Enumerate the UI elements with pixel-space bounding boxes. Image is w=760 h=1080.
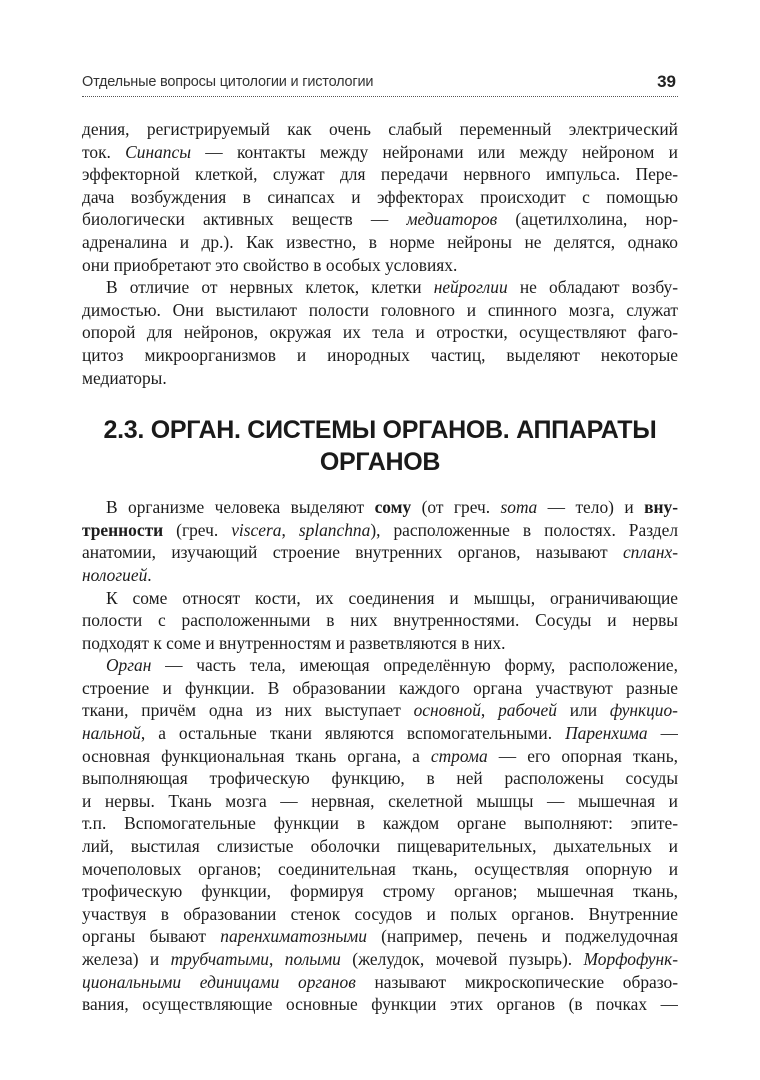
text-line: биологически активных веществ — медиаторов (ацетилхолина, нор-	[82, 209, 678, 230]
paragraph-soma	[82, 496, 678, 586]
text-line: Орган — часть тела, имеющая определённую форму, расположение,	[106, 655, 678, 676]
text-line: дача возбуждения в синапсах и эффекторах происходит с помощью	[82, 186, 678, 207]
term-mediators: медиаторов	[406, 209, 498, 230]
section-heading-line: 2.3. ОРГАН. СИСТЕМЫ ОРГАНОВ. АППАРАТЫ	[103, 416, 657, 445]
text-line: железа) и трубчатыми, полыми (желудок, мочевой пузырь). Морфофунк-	[82, 949, 678, 969]
text-line: мочеполовых органов; соединительная ткань, осуществляя опорную и	[82, 858, 678, 879]
text-line: К соме относят кости, их соединения и мышцы, ограничивающие	[106, 587, 678, 608]
page-body	[82, 118, 678, 1016]
term-synapses: Синапсы	[125, 141, 191, 162]
text-line: В организме человека выделяют сому (от греч. soma — тело) и вну-	[106, 497, 678, 518]
text-line: нальной, а остальные ткани являются вспомогательными. Паренхима —	[82, 723, 678, 744]
term-neuroglia: нейроглии	[433, 277, 508, 298]
text-line: нологией.	[82, 564, 152, 585]
text-line: В отличие от нервных клеток, клетки нейроглии не обладают возбу-	[106, 277, 678, 298]
text-line: т.п. Вспомогательные функции в каждом органе выполняют: эпите-	[82, 813, 678, 834]
running-title: Отдельные вопросы цитологии и гистологии	[82, 74, 374, 90]
text-line: адреналина и др.). Как известно, в норме нейроны не делятся, однако	[82, 231, 678, 252]
paragraph-organ	[82, 654, 678, 1016]
paragraph-synapses	[82, 118, 678, 276]
text-line: органы бывают паренхиматозными (например, печень и поджелудочная	[82, 926, 678, 947]
text-line: выполняющая трофическую функцию, в ней расположены сосуды	[82, 768, 678, 789]
section-heading-line: ОРГАНОВ	[319, 448, 441, 477]
text-line: участвуя в образовании стенок сосудов и полых органов. Внутренние	[82, 903, 678, 924]
text-line: и нервы. Ткань мозга — нервная, скелетной мышцы — мышечная и	[82, 790, 678, 811]
paragraph-bones	[82, 587, 678, 655]
text-line: медиаторы.	[82, 367, 167, 388]
term-organ: Орган	[106, 655, 152, 676]
term-viscera: тренности	[82, 519, 164, 540]
text-line: они приобретают это свойство в особых условиях.	[82, 254, 458, 275]
text-line: трофическую функции, формируя строму органов; мышечная ткань,	[82, 881, 678, 902]
text-line: эффекторной клеткой, служат для передачи нервного импульса. Пере-	[82, 164, 678, 185]
page-number: 39	[657, 72, 676, 91]
text-line: полости с расположенными в них внутренностями. Сосуды и нервы	[82, 610, 678, 631]
text-line: анатомии, изучающий строение внутренних органов, называют спланх-	[82, 542, 678, 563]
term-parenchyma: Паренхима	[565, 723, 648, 744]
text-line: ток. Синапсы — контакты между нейронами или между нейроном и	[82, 141, 678, 162]
text-line: лий, выстилая слизистые оболочки пищеварительных, дыхательных и	[82, 836, 678, 857]
running-header	[82, 72, 678, 97]
text-line: цитоз микроорганизмов и инородных частиц, выделяют некоторые	[82, 344, 678, 365]
text-line: строение и функции. В образовании каждого органа участвуют разные	[82, 677, 678, 698]
text-line: циональными единицами органов называют микроскопические образо-	[82, 971, 678, 992]
text-line: ткани, причём одна из них выступает основной, рабочей или функцио-	[82, 700, 678, 721]
text-line: тренности (греч. viscera, splanchna), расположенные в полостях. Раздел	[82, 519, 678, 540]
term-splanchnology: спланх-	[622, 542, 678, 563]
term-stroma: строма	[430, 745, 488, 766]
text-line: дения, регистрируемый как очень слабый переменный электрический	[82, 119, 678, 139]
text-line: вания, осуществляющие основные функции этих органов (в почках —	[82, 994, 678, 1015]
text-line: подходят к соме и внутренностям и разветвляются в них.	[82, 632, 506, 653]
section-heading	[82, 414, 678, 478]
text-line: основная функциональная ткань органа, а строма — его опорная ткань,	[82, 745, 678, 766]
text-line: димостью. Они выстилают полости головного и спинного мозга, служат	[82, 299, 678, 320]
text-line: опорой для нейронов, окружая их тела и отростки, осуществляют фаго-	[82, 322, 678, 343]
term-soma: сому	[374, 497, 412, 518]
paragraph-neuroglia	[82, 276, 678, 389]
